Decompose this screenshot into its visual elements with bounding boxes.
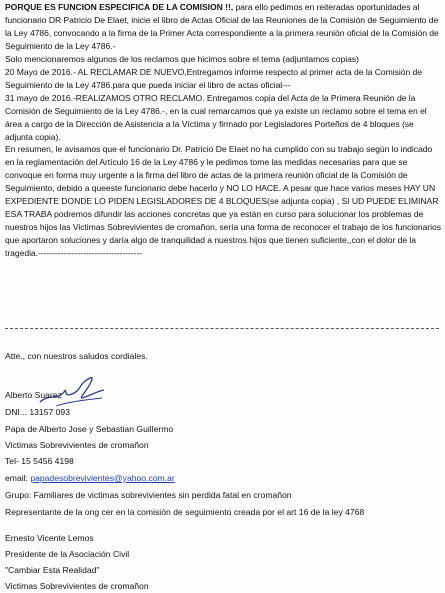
paragraph-2 xyxy=(5,53,441,66)
body-text: Entregamos copia del Acta de la Primera Reunión de la Comisión de Seguimiento de la Ley 4786.-, en la cual remarcamos que ya existe un reclamo sobre el tema en el área a cargo de la Dirección de Asistencia a la Víctima y firmado por Legisladores Porteños de 4 bloques (se adjunta copia). xyxy=(5,92,427,142)
body-text: 31 mayo de 2016.-REALIZAMOS OTRO RECLAMO. xyxy=(5,92,205,103)
signer-dni: DNI... 13157 093 xyxy=(5,407,70,417)
second-signer-name: Ernesto Vicente Lemos xyxy=(5,533,94,543)
body-text: Solo mencionaremos algunos de los reclamos que hicimos sobre el tema (adjuntamos copias) xyxy=(5,53,359,64)
paragraph-4 xyxy=(5,92,441,144)
association-name: "Cambiar Esta Realidad" xyxy=(5,565,100,575)
body-text: Entregamos informe respecto al primer acta de la Comisión de Seguimiento de la Ley 4786.para que pueda iniciar el libro de actas oficial--- xyxy=(5,66,422,90)
body-text: (se adjunta copia) , xyxy=(267,196,342,207)
body-text: En resumen, le avisamos que el funcionario Dr. Patricio De Elaet no ha cumplido con su trabajo según lo indicado en la reglamentación del Artículo 16 de la Ley 4786 y le pedimos tome las medidas necesarias para que se convoque en forma muy urgente a la firma del libro de actas de la primera reunión oficial de la Comisión de Seguimiento, debido a queeste funcionario debe hacerlo y xyxy=(5,144,433,194)
dashed-divider xyxy=(5,328,439,329)
letter-body xyxy=(5,1,441,260)
signer-organization: Victimas Sobrevivientes de cromañon xyxy=(5,440,149,450)
emphasis-text: PORQUE ES FUNCION ESPECIFICA DE LA COMISION !!, xyxy=(5,2,234,12)
email-label: email: xyxy=(5,473,31,483)
body-text: A pesar que hace varios meses xyxy=(281,183,404,194)
signer-name: Alberto Suarez xyxy=(5,390,62,400)
representative-line: Representante de la ong cer en la comisión de seguimiento creada por el art 16 de la ley 4768 xyxy=(5,507,365,517)
group-line: Grupo: Familiares de victimas sobrevivientes sin perdida fatal en cromañon xyxy=(5,490,292,500)
paragraph-3 xyxy=(5,66,441,92)
body-text: HAY UN EXPEDIENTE DONDE LO PIDEN LEGISLADORES DE 4 BLOQUES xyxy=(5,183,436,207)
signer-phone: Tel- 15 5456 4198 xyxy=(5,456,74,466)
second-signer-organization: Victimas Sobrevivientes de cromañon xyxy=(5,581,149,591)
body-text: 20 Mayo de 2016.- AL RECLAMAR DE NUEVO, xyxy=(5,66,187,77)
closing-line: Atte., con nuestros saludos cordiales. xyxy=(5,351,148,361)
paragraph-1 xyxy=(5,1,441,53)
body-text: para ello pedimos en reiteradas oportunidades al funcionario DR Patricio De Elaet, inicie el libro de Actas Oficial de las Reuniones de la Comisión de Seguimiento de la Ley 4786, convocando a la firma de la Primer Acta correspondiente a la primera reunión oficial de la Comisión de Seguimiento de la Ley 4786.- xyxy=(5,2,439,51)
signer-email-line xyxy=(5,472,175,484)
second-signer-title: Presidente de la Asociación Civil xyxy=(5,549,130,559)
signer-relation: Papa de Alberto Jose y Sebastian Guillermo xyxy=(5,424,174,434)
body-text: podremos difundir las acciones concretas que ya están en curso para solucionar los problemas de nuestros hijos las Victimas Sobrevivientes de cromañon, sería una forma de reconocer el trabajo de los funcionarios que aportaron soluciones y daría algo de tranquilidad a nuestros hijos que tienen suficiente,,con el dolor de la tragedia.------------------------------------- xyxy=(5,209,441,259)
body-text: SI UD PUEDE ELIMINAR ESA TRABA xyxy=(5,196,439,220)
body-text: NO LO HACE. xyxy=(226,183,282,194)
paragraph-5 xyxy=(5,143,441,260)
email-link[interactable]: papadesobrevivientes@yahoo.com.ar xyxy=(30,473,175,483)
